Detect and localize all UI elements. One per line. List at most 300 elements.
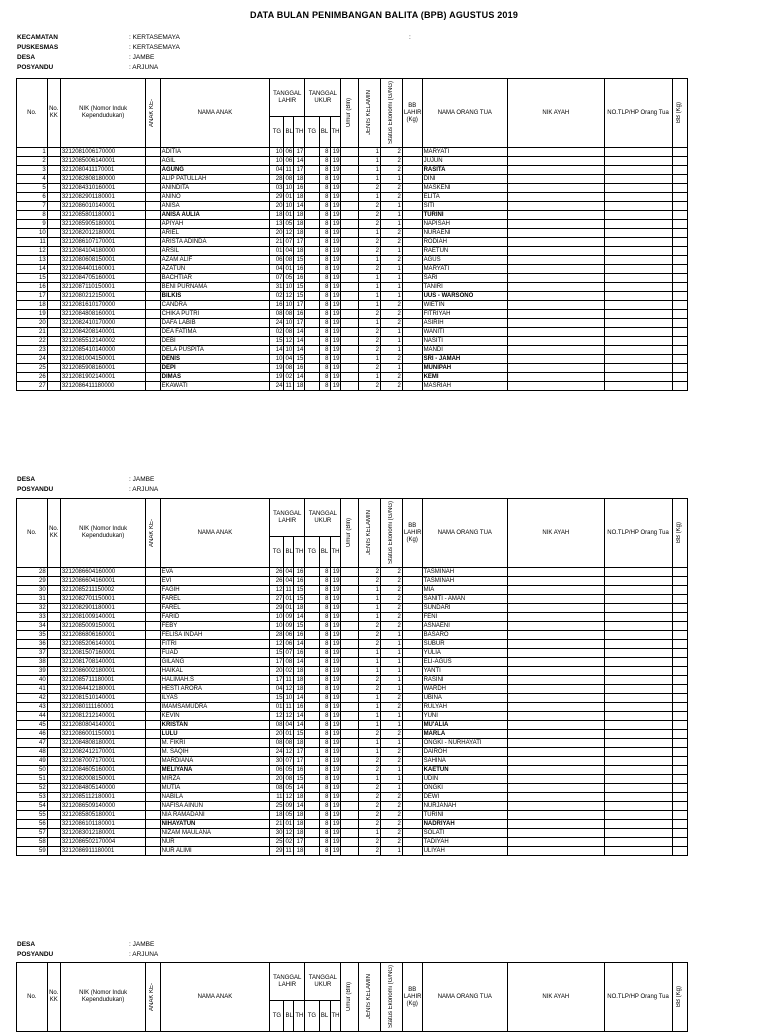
row-nik-ayah	[508, 301, 604, 310]
row-bb-lahir	[402, 256, 422, 265]
row-tg-lahir: 10	[270, 157, 284, 166]
row-anak-ke	[146, 775, 160, 784]
row-status-ekonomi: 2	[380, 319, 402, 328]
row-status-ekonomi: 1	[380, 847, 402, 856]
row-nama-orang-tua: SUNDARI	[422, 604, 508, 613]
row-nik: 3212080212150001	[60, 292, 146, 301]
table-row	[17, 586, 688, 595]
col-no: No.	[17, 963, 48, 1032]
row-bl-lahir: 01	[285, 596, 293, 602]
row-bl-ukur: 8	[319, 811, 330, 820]
row-anak-ke	[146, 346, 160, 355]
row-nik: 3212084808160001	[60, 310, 146, 319]
row-bb-lahir	[402, 283, 422, 292]
row-bl-lahir: 06	[285, 641, 293, 647]
col-no-kk: No. KK	[47, 79, 60, 148]
row-jenis-kelamin: 2	[358, 247, 380, 256]
meta-value: : JAMBE	[129, 54, 155, 61]
row-nama-anak: BILKIS	[160, 292, 270, 301]
row-nik-ayah	[508, 649, 604, 658]
row-nik-ayah	[508, 712, 604, 721]
row-umur	[341, 193, 359, 202]
row-umur	[341, 712, 359, 721]
row-th-lahir: 17	[294, 148, 305, 157]
row-nama-orang-tua: TADIYAH	[422, 838, 508, 847]
row-umur	[341, 355, 359, 364]
col-status-ekonomi	[380, 79, 402, 148]
row-anak-ke	[146, 640, 160, 649]
row-th-ukur: 19	[330, 604, 341, 613]
row-umur	[341, 175, 359, 184]
row-nik: 3212086411180000	[60, 382, 146, 391]
row-anak-ke	[146, 202, 160, 211]
row-th-lahir: 16	[294, 184, 305, 193]
row-bb	[672, 202, 687, 211]
row-nama-orang-tua: ELITA	[422, 193, 508, 202]
row-bb	[672, 328, 687, 337]
row-bb	[672, 694, 687, 703]
row-th-lahir: 14	[294, 157, 305, 166]
row-jenis-kelamin: 1	[358, 721, 380, 730]
row-status-ekonomi: 2	[380, 613, 402, 622]
row-bb	[672, 613, 687, 622]
row-number: 50	[17, 766, 48, 775]
table-row	[17, 211, 688, 220]
row-nik: 3212084808180001	[60, 739, 146, 748]
row-bb-lahir	[402, 193, 422, 202]
row-number: 31	[17, 595, 48, 604]
row-nik-ayah	[508, 586, 604, 595]
row-bb	[672, 319, 687, 328]
row-status-ekonomi: 1	[380, 766, 402, 775]
table-row	[17, 355, 688, 364]
row-nik: 3212084412180001	[60, 685, 146, 694]
row-jenis-kelamin: 2	[358, 238, 380, 247]
row-number: 8	[17, 211, 48, 220]
row-anak-ke	[146, 328, 160, 337]
row-th-lahir: 14	[294, 658, 305, 667]
row-nama-orang-tua: KEMI	[422, 373, 508, 382]
col-nik: NIK (Nomor Induk Kependudukan)	[60, 499, 146, 568]
row-umur	[341, 820, 359, 829]
row-tg-lahir: 10	[270, 613, 284, 622]
row-th-lahir: 18	[294, 175, 305, 184]
row-umur	[341, 829, 359, 838]
row-bb	[672, 658, 687, 667]
row-status-ekonomi: 1	[380, 274, 402, 283]
row-nik-ayah	[508, 292, 604, 301]
row-no-kk	[47, 364, 60, 373]
row-nik-ayah	[508, 658, 604, 667]
row-nama-orang-tua: MARYATI	[422, 265, 508, 274]
row-jenis-kelamin: 1	[358, 703, 380, 712]
table-row	[17, 238, 688, 247]
row-nik: 3212085112180001	[60, 793, 146, 802]
row-nik-ayah	[508, 748, 604, 757]
col-bl-ukur: BL	[319, 117, 330, 148]
col-jenis-kelamin-text: JENIS KELAMIN	[365, 510, 372, 556]
row-telp	[604, 202, 672, 211]
table-row	[17, 631, 688, 640]
row-tg-lahir: 15	[270, 337, 284, 346]
col-anak-ke	[146, 499, 160, 568]
row-bb	[672, 595, 687, 604]
row-nik: 3212081902140001	[60, 373, 146, 382]
row-th-lahir: 17	[294, 757, 305, 766]
row-bl-ukur: 8	[319, 829, 330, 838]
row-th-lahir: 14	[294, 784, 305, 793]
row-nik: 3212081507160001	[60, 649, 146, 658]
row-nik-ayah	[508, 319, 604, 328]
meta-label: POSYANDU	[17, 64, 54, 71]
row-telp	[604, 319, 672, 328]
row-umur	[341, 847, 359, 856]
row-tg-ukur	[305, 346, 319, 355]
row-telp	[604, 220, 672, 229]
row-th-lahir: 18	[294, 211, 305, 220]
row-th-ukur: 19	[330, 658, 341, 667]
row-jenis-kelamin: 1	[358, 373, 380, 382]
row-th-ukur: 19	[330, 328, 341, 337]
row-bl-ukur: 8	[319, 766, 330, 775]
row-bb	[672, 604, 687, 613]
row-tg-lahir: 26	[270, 568, 284, 577]
row-tg-lahir: 12	[270, 712, 284, 721]
row-status-ekonomi: 2	[380, 382, 402, 391]
row-bb-lahir	[402, 721, 422, 730]
row-umur	[341, 166, 359, 175]
row-bb	[672, 739, 687, 748]
data-table	[16, 962, 688, 1032]
row-nama-anak: FEBY	[160, 622, 270, 631]
row-nik: 3212085711180001	[60, 676, 146, 685]
row-nama-anak: NIZAM MAULANA	[160, 829, 270, 838]
row-jenis-kelamin: 1	[358, 157, 380, 166]
row-bl-lahir: 12	[285, 293, 293, 299]
row-status-ekonomi: 1	[380, 202, 402, 211]
row-nik: 3212081610170000	[60, 301, 146, 310]
row-no-kk	[47, 748, 60, 757]
row-bb	[672, 265, 687, 274]
col-status-ekonomi	[380, 499, 402, 568]
row-bb-lahir	[402, 265, 422, 274]
row-tg-lahir: 10	[270, 148, 284, 157]
meta-label: KECAMATAN	[17, 34, 58, 41]
row-jenis-kelamin: 2	[358, 793, 380, 802]
row-anak-ke	[146, 586, 160, 595]
meta-value: : KERTASEMAYA	[129, 44, 180, 51]
row-anak-ke	[146, 649, 160, 658]
header-info-3	[17, 940, 309, 960]
row-umur	[341, 703, 359, 712]
row-th-ukur: 19	[330, 283, 341, 292]
row-tg-ukur	[305, 328, 319, 337]
row-bb-lahir	[402, 586, 422, 595]
col-bb	[672, 79, 687, 148]
row-telp	[604, 748, 672, 757]
row-bl-lahir: 05	[285, 767, 293, 773]
row-anak-ke	[146, 739, 160, 748]
row-nama-anak: KEVIN	[160, 712, 270, 721]
row-bb	[672, 292, 687, 301]
row-bl-lahir: 07	[285, 650, 293, 656]
row-nik-ayah	[508, 175, 604, 184]
row-tg-ukur	[305, 604, 319, 613]
row-nama-orang-tua: YULIA	[422, 649, 508, 658]
row-jenis-kelamin: 1	[358, 667, 380, 676]
table-row	[17, 166, 688, 175]
row-jenis-kelamin: 2	[358, 784, 380, 793]
row-bl-ukur: 8	[319, 328, 330, 337]
col-anak-ke	[146, 79, 160, 148]
row-nama-anak: ARISTA ADINDA	[160, 238, 270, 247]
row-nama-orang-tua: YANTI	[422, 667, 508, 676]
row-jenis-kelamin: 2	[358, 631, 380, 640]
row-th-ukur: 19	[330, 568, 341, 577]
row-umur	[341, 739, 359, 748]
col-bl-ukur: BL	[319, 537, 330, 568]
row-bb-lahir	[402, 157, 422, 166]
row-bl-ukur: 8	[319, 337, 330, 346]
row-bb-lahir	[402, 757, 422, 766]
row-nik-ayah	[508, 247, 604, 256]
row-telp	[604, 658, 672, 667]
row-anak-ke	[146, 301, 160, 310]
row-umur	[341, 649, 359, 658]
row-tg-ukur	[305, 802, 319, 811]
row-jenis-kelamin: 1	[358, 694, 380, 703]
row-bb-lahir	[402, 568, 422, 577]
row-nama-anak: APIYAH	[160, 220, 270, 229]
row-nama-anak: DELA PUSPITA	[160, 346, 270, 355]
row-th-lahir: 18	[294, 793, 305, 802]
row-nama-anak: DEA FATIMA	[160, 328, 270, 337]
row-tg-ukur	[305, 157, 319, 166]
row-anak-ke	[146, 274, 160, 283]
col-anak-ke-text: ANAK KE-	[149, 98, 156, 127]
row-th-ukur: 19	[330, 355, 341, 364]
row-bl-lahir: 04	[285, 569, 293, 575]
col-tg-ukur: TG	[305, 1001, 319, 1032]
row-th-lahir: 18	[294, 676, 305, 685]
table-row	[17, 721, 688, 730]
row-tg-lahir: 03	[270, 184, 284, 193]
row-umur	[341, 220, 359, 229]
row-telp	[604, 622, 672, 631]
row-bb	[672, 148, 687, 157]
row-tg-lahir: 30	[270, 829, 284, 838]
row-nik: 3212086101180001	[60, 820, 146, 829]
row-nik: 3212084805140000	[60, 784, 146, 793]
row-th-lahir: 16	[294, 364, 305, 373]
row-nama-orang-tua: NADRIYAH	[422, 820, 508, 829]
row-bb-lahir	[402, 667, 422, 676]
row-anak-ke	[146, 766, 160, 775]
row-nik: 3212086002180001	[60, 667, 146, 676]
col-tg-lahir: TG	[270, 117, 284, 148]
row-tg-lahir: 29	[270, 193, 284, 202]
row-anak-ke	[146, 292, 160, 301]
row-bb-lahir	[402, 229, 422, 238]
row-anak-ke	[146, 310, 160, 319]
col-jenis-kelamin-text: JENIS KELAMIN	[365, 974, 372, 1020]
row-umur	[341, 586, 359, 595]
row-umur	[341, 238, 359, 247]
row-th-lahir: 14	[294, 694, 305, 703]
row-tg-ukur	[305, 202, 319, 211]
row-nama-anak: MELIYANA	[160, 766, 270, 775]
row-no-kk	[47, 811, 60, 820]
row-anak-ke	[146, 211, 160, 220]
row-anak-ke	[146, 604, 160, 613]
table-row	[17, 364, 688, 373]
row-anak-ke	[146, 631, 160, 640]
row-no-kk	[47, 175, 60, 184]
row-bb	[672, 364, 687, 373]
row-jenis-kelamin: 2	[358, 757, 380, 766]
row-nama-anak: GILANG	[160, 658, 270, 667]
row-tg-ukur	[305, 739, 319, 748]
row-nama-orang-tua: SOLATI	[422, 829, 508, 838]
row-no-kk	[47, 622, 60, 631]
row-nik: 3212087007170001	[60, 757, 146, 766]
row-jenis-kelamin: 2	[358, 577, 380, 586]
row-bl-ukur: 8	[319, 775, 330, 784]
row-bl-lahir: 01	[285, 194, 293, 200]
row-nama-anak: ANINO	[160, 193, 270, 202]
row-telp	[604, 847, 672, 856]
row-bl-ukur: 8	[319, 784, 330, 793]
row-bl-ukur: 8	[319, 265, 330, 274]
row-bl-ukur: 8	[319, 622, 330, 631]
row-bl-lahir: 08	[285, 329, 293, 335]
row-telp	[604, 256, 672, 265]
table-row	[17, 748, 688, 757]
row-bl-ukur: 8	[319, 730, 330, 739]
row-bb	[672, 283, 687, 292]
row-telp	[604, 283, 672, 292]
row-tg-lahir: 25	[270, 802, 284, 811]
row-bb-lahir	[402, 775, 422, 784]
row-nama-orang-tua: RULYAH	[422, 703, 508, 712]
row-number: 2	[17, 157, 48, 166]
row-bl-lahir: 09	[285, 623, 293, 629]
row-no-kk	[47, 820, 60, 829]
table-row	[17, 712, 688, 721]
row-number: 28	[17, 568, 48, 577]
row-number: 44	[17, 712, 48, 721]
row-bl-ukur: 8	[319, 346, 330, 355]
row-anak-ke	[146, 373, 160, 382]
table-row	[17, 658, 688, 667]
row-no-kk	[47, 586, 60, 595]
col-no: No.	[17, 79, 48, 148]
row-umur	[341, 382, 359, 391]
row-nama-anak: ARSIL	[160, 247, 270, 256]
row-bl-ukur: 8	[319, 202, 330, 211]
row-tg-ukur	[305, 766, 319, 775]
table-row	[17, 775, 688, 784]
row-bl-ukur: 8	[319, 757, 330, 766]
row-nik: 3212085908160001	[60, 364, 146, 373]
col-bl-ukur: BL	[319, 1001, 330, 1032]
col-tanggal-ukur: TANGGAL UKUR	[305, 963, 341, 1001]
row-bb	[672, 184, 687, 193]
col-nama-orang-tua: NAMA ORANG TUA	[422, 963, 508, 1032]
meta-value: : JAMBE	[129, 476, 155, 483]
col-bb	[672, 963, 687, 1032]
row-tg-ukur	[305, 838, 319, 847]
row-tg-ukur	[305, 685, 319, 694]
row-status-ekonomi: 1	[380, 328, 402, 337]
row-nama-orang-tua: WANITI	[422, 328, 508, 337]
row-tg-ukur	[305, 175, 319, 184]
row-nama-anak: FAREL	[160, 595, 270, 604]
row-anak-ke	[146, 283, 160, 292]
row-number: 52	[17, 784, 48, 793]
row-th-lahir: 16	[294, 274, 305, 283]
row-no-kk	[47, 355, 60, 364]
row-bb	[672, 211, 687, 220]
row-th-ukur: 19	[330, 775, 341, 784]
row-nik: 3212084310160001	[60, 184, 146, 193]
row-bl-ukur: 8	[319, 604, 330, 613]
row-th-lahir: 16	[294, 649, 305, 658]
row-number: 54	[17, 802, 48, 811]
row-nik-ayah	[508, 220, 604, 229]
row-tg-lahir: 06	[270, 256, 284, 265]
row-status-ekonomi: 1	[380, 685, 402, 694]
row-tg-ukur	[305, 310, 319, 319]
row-nik-ayah	[508, 829, 604, 838]
row-bb	[672, 649, 687, 658]
row-jenis-kelamin: 2	[358, 802, 380, 811]
row-number: 18	[17, 301, 48, 310]
row-nik-ayah	[508, 766, 604, 775]
col-nama-anak: NAMA ANAK	[160, 79, 270, 148]
row-umur	[341, 676, 359, 685]
row-status-ekonomi: 2	[380, 256, 402, 265]
row-tg-ukur	[305, 568, 319, 577]
row-bb	[672, 166, 687, 175]
row-umur	[341, 328, 359, 337]
row-bb	[672, 667, 687, 676]
row-bb-lahir	[402, 838, 422, 847]
row-jenis-kelamin: 2	[358, 346, 380, 355]
row-tg-ukur	[305, 784, 319, 793]
row-nama-orang-tua: ONGKI - NURHAYATI	[422, 739, 508, 748]
row-bb	[672, 820, 687, 829]
row-jenis-kelamin: 2	[358, 811, 380, 820]
row-jenis-kelamin: 1	[358, 193, 380, 202]
row-tg-lahir: 27	[270, 595, 284, 604]
row-nama-orang-tua: RAETUN	[422, 247, 508, 256]
row-jenis-kelamin: 2	[358, 220, 380, 229]
row-telp	[604, 649, 672, 658]
row-th-lahir: 15	[294, 730, 305, 739]
row-nik: 3212082412170001	[60, 748, 146, 757]
row-nik-ayah	[508, 382, 604, 391]
header-info-2	[17, 475, 309, 495]
row-nik-ayah	[508, 265, 604, 274]
row-bl-ukur: 8	[319, 667, 330, 676]
table-row	[17, 229, 688, 238]
col-bb-lahir: BB LAHIR (Kg)	[402, 79, 422, 148]
row-bb	[672, 337, 687, 346]
row-nik-ayah	[508, 676, 604, 685]
meta-label: DESA	[17, 476, 36, 483]
row-status-ekonomi: 2	[380, 829, 402, 838]
